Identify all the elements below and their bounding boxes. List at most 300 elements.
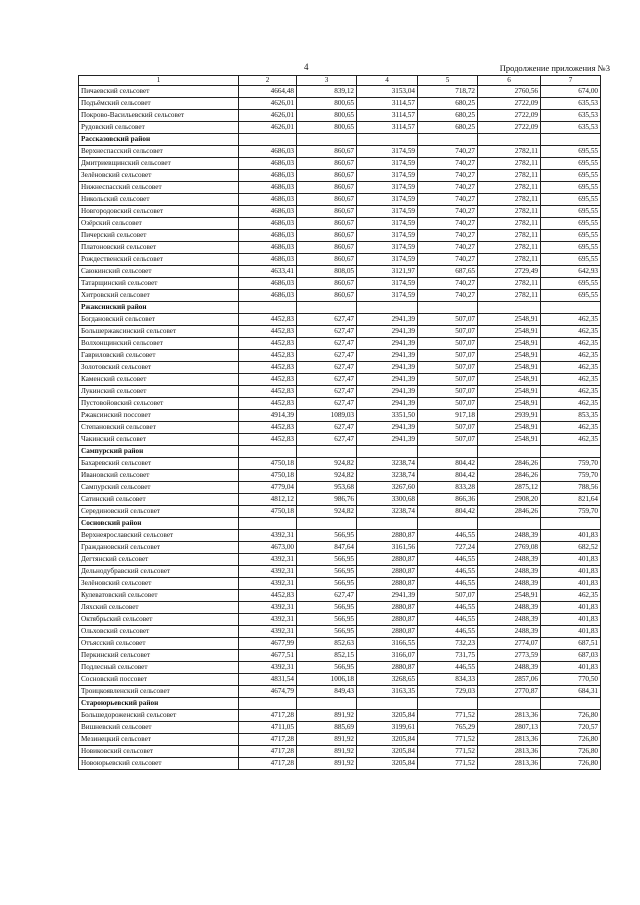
value-cell: 446,55 bbox=[418, 602, 478, 614]
value-cell: 507,07 bbox=[418, 590, 478, 602]
value-cell bbox=[541, 698, 601, 710]
value-cell: 2941,39 bbox=[357, 422, 418, 434]
value-cell: 446,55 bbox=[418, 662, 478, 674]
value-cell: 2774,07 bbox=[478, 638, 541, 650]
value-cell: 446,55 bbox=[418, 566, 478, 578]
value-cell bbox=[297, 698, 357, 710]
value-cell: 885,69 bbox=[297, 722, 357, 734]
value-cell: 924,82 bbox=[297, 506, 357, 518]
settlement-name-cell: Озёрский сельсовет bbox=[79, 218, 239, 230]
settlement-name-cell: Верхнеспасский сельсовет bbox=[79, 146, 239, 158]
value-cell: 718,72 bbox=[418, 86, 478, 98]
table-row bbox=[79, 290, 601, 302]
table-row bbox=[79, 158, 601, 170]
value-cell: 759,70 bbox=[541, 506, 601, 518]
settlement-name-cell: Новиковский сельсовет bbox=[79, 746, 239, 758]
value-cell: 462,35 bbox=[541, 362, 601, 374]
value-cell: 507,07 bbox=[418, 386, 478, 398]
settlement-name-cell: Платоновский сельсовет bbox=[79, 242, 239, 254]
value-cell: 2880,87 bbox=[357, 530, 418, 542]
value-cell: 4392,31 bbox=[239, 578, 297, 590]
value-cell: 2782,11 bbox=[478, 290, 541, 302]
value-cell: 2880,87 bbox=[357, 602, 418, 614]
table-row bbox=[79, 542, 601, 554]
value-cell: 2729,49 bbox=[478, 266, 541, 278]
value-cell: 401,83 bbox=[541, 662, 601, 674]
value-cell: 860,67 bbox=[297, 206, 357, 218]
value-cell: 4673,00 bbox=[239, 542, 297, 554]
value-cell bbox=[418, 518, 478, 530]
value-cell: 3238,74 bbox=[357, 470, 418, 482]
value-cell: 800,65 bbox=[297, 122, 357, 134]
value-cell: 4452,83 bbox=[239, 338, 297, 350]
value-cell: 2548,91 bbox=[478, 314, 541, 326]
value-cell: 891,92 bbox=[297, 734, 357, 746]
table-row bbox=[79, 242, 601, 254]
table-row bbox=[79, 710, 601, 722]
table-row bbox=[79, 602, 601, 614]
value-cell: 740,27 bbox=[418, 194, 478, 206]
value-cell: 627,47 bbox=[297, 326, 357, 338]
settlement-name-cell: Дельнодубравский сельсовет bbox=[79, 566, 239, 578]
table-row bbox=[79, 362, 601, 374]
value-cell: 860,67 bbox=[297, 218, 357, 230]
district-header-row bbox=[79, 134, 601, 146]
value-cell: 4392,31 bbox=[239, 614, 297, 626]
value-cell: 507,07 bbox=[418, 338, 478, 350]
value-cell: 2782,11 bbox=[478, 194, 541, 206]
value-cell: 695,55 bbox=[541, 290, 601, 302]
value-cell: 771,52 bbox=[418, 758, 478, 770]
table-row bbox=[79, 422, 601, 434]
value-cell: 462,35 bbox=[541, 326, 601, 338]
value-cell: 507,07 bbox=[418, 422, 478, 434]
value-cell: 4452,83 bbox=[239, 434, 297, 446]
value-cell: 2782,11 bbox=[478, 242, 541, 254]
value-cell: 674,00 bbox=[541, 86, 601, 98]
value-cell: 566,95 bbox=[297, 566, 357, 578]
column-header: 3 bbox=[297, 76, 357, 86]
settlement-name-cell: Сосновский поссовет bbox=[79, 674, 239, 686]
value-cell: 4717,28 bbox=[239, 734, 297, 746]
value-cell: 635,53 bbox=[541, 122, 601, 134]
district-name-cell: Рассказовский район bbox=[79, 134, 239, 146]
value-cell: 680,25 bbox=[418, 110, 478, 122]
value-cell: 770,50 bbox=[541, 674, 601, 686]
value-cell: 726,80 bbox=[541, 746, 601, 758]
value-cell: 834,33 bbox=[418, 674, 478, 686]
value-cell: 2782,11 bbox=[478, 170, 541, 182]
district-name-cell: Сосновский район bbox=[79, 518, 239, 530]
settlement-name-cell: Новгородовский сельсовет bbox=[79, 206, 239, 218]
value-cell: 2548,91 bbox=[478, 326, 541, 338]
value-cell: 3174,59 bbox=[357, 146, 418, 158]
allocation-table bbox=[78, 75, 601, 770]
value-cell bbox=[357, 698, 418, 710]
value-cell: 2782,11 bbox=[478, 158, 541, 170]
table-row bbox=[79, 266, 601, 278]
value-cell: 2941,39 bbox=[357, 374, 418, 386]
value-cell: 788,56 bbox=[541, 482, 601, 494]
district-name-cell: Сампурский район bbox=[79, 446, 239, 458]
value-cell: 446,55 bbox=[418, 614, 478, 626]
table-row bbox=[79, 482, 601, 494]
settlement-name-cell: Рудовский сельсовет bbox=[79, 122, 239, 134]
value-cell: 566,95 bbox=[297, 530, 357, 542]
value-cell: 853,35 bbox=[541, 410, 601, 422]
table-row bbox=[79, 662, 601, 674]
value-cell: 2773,59 bbox=[478, 650, 541, 662]
value-cell bbox=[357, 302, 418, 314]
settlement-name-cell: Большержаксинский сельсовет bbox=[79, 326, 239, 338]
value-cell bbox=[418, 302, 478, 314]
value-cell: 3174,59 bbox=[357, 170, 418, 182]
column-header: 2 bbox=[239, 76, 297, 86]
value-cell: 462,35 bbox=[541, 338, 601, 350]
value-cell: 507,07 bbox=[418, 350, 478, 362]
value-cell: 2846,26 bbox=[478, 506, 541, 518]
value-cell: 4392,31 bbox=[239, 602, 297, 614]
value-cell: 627,47 bbox=[297, 362, 357, 374]
value-cell: 924,82 bbox=[297, 458, 357, 470]
value-cell: 740,27 bbox=[418, 290, 478, 302]
settlement-name-cell: Сатинский сельсовет bbox=[79, 494, 239, 506]
value-cell: 866,36 bbox=[418, 494, 478, 506]
value-cell: 2722,09 bbox=[478, 98, 541, 110]
settlement-name-cell: Граждановский сельсовет bbox=[79, 542, 239, 554]
value-cell: 740,27 bbox=[418, 278, 478, 290]
value-cell: 627,47 bbox=[297, 314, 357, 326]
value-cell: 2813,36 bbox=[478, 710, 541, 722]
value-cell bbox=[541, 518, 601, 530]
value-cell bbox=[297, 446, 357, 458]
continuation-label: Продолжение приложения №3 bbox=[499, 63, 610, 73]
value-cell: 3174,59 bbox=[357, 182, 418, 194]
value-cell: 808,05 bbox=[297, 266, 357, 278]
value-cell bbox=[357, 518, 418, 530]
value-cell: 2488,39 bbox=[478, 578, 541, 590]
value-cell: 2813,36 bbox=[478, 746, 541, 758]
value-cell: 740,27 bbox=[418, 230, 478, 242]
district-header-row bbox=[79, 518, 601, 530]
value-cell: 4750,18 bbox=[239, 470, 297, 482]
settlement-name-cell: Зелёновский сельсовет bbox=[79, 170, 239, 182]
table-row bbox=[79, 458, 601, 470]
table-row bbox=[79, 434, 601, 446]
value-cell: 682,52 bbox=[541, 542, 601, 554]
value-cell: 2941,39 bbox=[357, 590, 418, 602]
value-cell: 2548,91 bbox=[478, 362, 541, 374]
value-cell: 627,47 bbox=[297, 338, 357, 350]
table-row bbox=[79, 86, 601, 98]
table-row bbox=[79, 686, 601, 698]
table-row bbox=[79, 614, 601, 626]
value-cell: 860,67 bbox=[297, 146, 357, 158]
value-cell: 3205,84 bbox=[357, 734, 418, 746]
settlement-name-cell: Золотовский сельсовет bbox=[79, 362, 239, 374]
settlement-name-cell: Отъясский сельсовет bbox=[79, 638, 239, 650]
value-cell: 401,83 bbox=[541, 566, 601, 578]
value-cell: 462,35 bbox=[541, 590, 601, 602]
value-cell: 2770,87 bbox=[478, 686, 541, 698]
value-cell: 401,83 bbox=[541, 602, 601, 614]
value-cell: 771,52 bbox=[418, 746, 478, 758]
value-cell bbox=[239, 134, 297, 146]
settlement-name-cell: Верхнеярославский сельсовет bbox=[79, 530, 239, 542]
value-cell bbox=[478, 302, 541, 314]
value-cell: 771,52 bbox=[418, 734, 478, 746]
value-cell: 4686,03 bbox=[239, 254, 297, 266]
table-row bbox=[79, 122, 601, 134]
value-cell: 860,67 bbox=[297, 194, 357, 206]
column-header: 6 bbox=[478, 76, 541, 86]
value-cell: 3114,57 bbox=[357, 122, 418, 134]
settlement-name-cell: Троицкоявленский сельсовет bbox=[79, 686, 239, 698]
value-cell: 3174,59 bbox=[357, 194, 418, 206]
value-cell: 635,53 bbox=[541, 98, 601, 110]
value-cell: 2813,36 bbox=[478, 734, 541, 746]
value-cell: 687,51 bbox=[541, 638, 601, 650]
value-cell: 953,68 bbox=[297, 482, 357, 494]
settlement-name-cell: Пичерский сельсовет bbox=[79, 230, 239, 242]
value-cell: 759,70 bbox=[541, 470, 601, 482]
value-cell: 4686,03 bbox=[239, 158, 297, 170]
table-row bbox=[79, 98, 601, 110]
value-cell: 627,47 bbox=[297, 374, 357, 386]
value-cell bbox=[418, 134, 478, 146]
value-cell bbox=[297, 518, 357, 530]
table-row bbox=[79, 254, 601, 266]
table-row bbox=[79, 722, 601, 734]
value-cell: 462,35 bbox=[541, 422, 601, 434]
value-cell: 740,27 bbox=[418, 146, 478, 158]
value-cell: 680,25 bbox=[418, 122, 478, 134]
table-row bbox=[79, 170, 601, 182]
value-cell: 3121,97 bbox=[357, 266, 418, 278]
table-row bbox=[79, 650, 601, 662]
value-cell: 2548,91 bbox=[478, 398, 541, 410]
value-cell: 462,35 bbox=[541, 434, 601, 446]
value-cell: 462,35 bbox=[541, 386, 601, 398]
value-cell: 507,07 bbox=[418, 314, 478, 326]
column-header: 1 bbox=[79, 76, 239, 86]
value-cell: 4452,83 bbox=[239, 362, 297, 374]
value-cell: 695,55 bbox=[541, 278, 601, 290]
value-cell: 507,07 bbox=[418, 374, 478, 386]
value-cell: 2941,39 bbox=[357, 434, 418, 446]
value-cell: 4392,31 bbox=[239, 566, 297, 578]
district-name-cell: Ржаксинский район bbox=[79, 302, 239, 314]
value-cell: 3300,68 bbox=[357, 494, 418, 506]
value-cell: 2880,87 bbox=[357, 662, 418, 674]
page-number: 4 bbox=[304, 62, 309, 72]
value-cell: 821,64 bbox=[541, 494, 601, 506]
value-cell: 4633,41 bbox=[239, 266, 297, 278]
settlement-name-cell: Татарщинский сельсовет bbox=[79, 278, 239, 290]
value-cell: 732,23 bbox=[418, 638, 478, 650]
value-cell: 462,35 bbox=[541, 398, 601, 410]
value-cell: 3174,59 bbox=[357, 218, 418, 230]
value-cell: 740,27 bbox=[418, 206, 478, 218]
value-cell: 847,64 bbox=[297, 542, 357, 554]
settlement-name-cell: Хитровский сельсовет bbox=[79, 290, 239, 302]
value-cell: 3238,74 bbox=[357, 458, 418, 470]
value-cell: 720,57 bbox=[541, 722, 601, 734]
value-cell: 2807,13 bbox=[478, 722, 541, 734]
value-cell bbox=[541, 302, 601, 314]
value-cell: 2941,39 bbox=[357, 338, 418, 350]
value-cell: 566,95 bbox=[297, 602, 357, 614]
value-cell: 566,95 bbox=[297, 578, 357, 590]
value-cell bbox=[478, 518, 541, 530]
value-cell: 635,53 bbox=[541, 110, 601, 122]
value-cell: 4686,03 bbox=[239, 242, 297, 254]
value-cell: 2846,26 bbox=[478, 470, 541, 482]
value-cell: 3174,59 bbox=[357, 290, 418, 302]
value-cell: 2880,87 bbox=[357, 554, 418, 566]
value-cell: 765,29 bbox=[418, 722, 478, 734]
value-cell: 727,24 bbox=[418, 542, 478, 554]
value-cell: 4686,03 bbox=[239, 230, 297, 242]
value-cell: 627,47 bbox=[297, 386, 357, 398]
district-header-row bbox=[79, 698, 601, 710]
value-cell: 2548,91 bbox=[478, 350, 541, 362]
value-cell: 627,47 bbox=[297, 350, 357, 362]
value-cell: 4750,18 bbox=[239, 458, 297, 470]
settlement-name-cell: Подъёмский сельсовет bbox=[79, 98, 239, 110]
value-cell: 4686,03 bbox=[239, 194, 297, 206]
value-cell: 924,82 bbox=[297, 470, 357, 482]
value-cell: 2941,39 bbox=[357, 398, 418, 410]
value-cell: 2760,56 bbox=[478, 86, 541, 98]
value-cell: 462,35 bbox=[541, 314, 601, 326]
value-cell: 860,67 bbox=[297, 254, 357, 266]
value-cell: 2782,11 bbox=[478, 146, 541, 158]
value-cell: 4717,28 bbox=[239, 746, 297, 758]
value-cell: 3174,59 bbox=[357, 278, 418, 290]
value-cell: 917,18 bbox=[418, 410, 478, 422]
column-header: 4 bbox=[357, 76, 418, 86]
value-cell: 462,35 bbox=[541, 374, 601, 386]
settlement-name-cell: Пичаевский сельсовет bbox=[79, 86, 239, 98]
table-row bbox=[79, 110, 601, 122]
settlement-name-cell: Кулеватовский сельсовет bbox=[79, 590, 239, 602]
value-cell: 687,65 bbox=[418, 266, 478, 278]
value-cell bbox=[541, 446, 601, 458]
value-cell: 839,12 bbox=[297, 86, 357, 98]
settlement-name-cell: Ивановский сельсовет bbox=[79, 470, 239, 482]
value-cell: 4626,01 bbox=[239, 122, 297, 134]
value-cell: 3351,50 bbox=[357, 410, 418, 422]
value-cell: 2548,91 bbox=[478, 422, 541, 434]
value-cell: 3174,59 bbox=[357, 254, 418, 266]
value-cell: 2488,39 bbox=[478, 530, 541, 542]
value-cell: 3199,61 bbox=[357, 722, 418, 734]
value-cell: 2939,91 bbox=[478, 410, 541, 422]
settlement-name-cell: Большедороженский сельсовет bbox=[79, 710, 239, 722]
table-row bbox=[79, 554, 601, 566]
table-row bbox=[79, 338, 601, 350]
value-cell: 4717,28 bbox=[239, 710, 297, 722]
value-cell: 401,83 bbox=[541, 614, 601, 626]
value-cell: 729,03 bbox=[418, 686, 478, 698]
value-cell: 680,25 bbox=[418, 98, 478, 110]
settlement-name-cell: Новоюрьевский сельсовет bbox=[79, 758, 239, 770]
table-row bbox=[79, 218, 601, 230]
value-cell: 3267,60 bbox=[357, 482, 418, 494]
value-cell: 4677,99 bbox=[239, 638, 297, 650]
table-row bbox=[79, 278, 601, 290]
settlement-name-cell: Ржаксинский поссовет bbox=[79, 410, 239, 422]
district-name-cell: Староюрьевский район bbox=[79, 698, 239, 710]
table-row bbox=[79, 194, 601, 206]
value-cell: 401,83 bbox=[541, 554, 601, 566]
value-cell: 4452,83 bbox=[239, 326, 297, 338]
value-cell: 3205,84 bbox=[357, 710, 418, 722]
value-cell: 860,67 bbox=[297, 242, 357, 254]
value-cell bbox=[418, 698, 478, 710]
value-cell: 726,80 bbox=[541, 758, 601, 770]
value-cell: 695,55 bbox=[541, 242, 601, 254]
table-row bbox=[79, 734, 601, 746]
value-cell: 986,76 bbox=[297, 494, 357, 506]
district-header-row bbox=[79, 446, 601, 458]
value-cell: 2941,39 bbox=[357, 314, 418, 326]
table-row bbox=[79, 398, 601, 410]
value-cell: 4914,39 bbox=[239, 410, 297, 422]
value-cell: 740,27 bbox=[418, 218, 478, 230]
value-cell bbox=[478, 446, 541, 458]
table-row bbox=[79, 758, 601, 770]
value-cell: 695,55 bbox=[541, 206, 601, 218]
value-cell: 2782,11 bbox=[478, 254, 541, 266]
value-cell: 2908,20 bbox=[478, 494, 541, 506]
value-cell bbox=[239, 518, 297, 530]
value-cell: 3174,59 bbox=[357, 206, 418, 218]
value-cell: 695,55 bbox=[541, 182, 601, 194]
settlement-name-cell: Нижнеспасский сельсовет bbox=[79, 182, 239, 194]
settlement-name-cell: Рождественский сельсовет bbox=[79, 254, 239, 266]
value-cell: 4452,83 bbox=[239, 422, 297, 434]
value-cell: 3153,04 bbox=[357, 86, 418, 98]
value-cell: 4452,83 bbox=[239, 374, 297, 386]
column-header: 7 bbox=[541, 76, 601, 86]
value-cell: 2941,39 bbox=[357, 350, 418, 362]
value-cell bbox=[239, 446, 297, 458]
value-cell: 401,83 bbox=[541, 578, 601, 590]
value-cell: 4686,03 bbox=[239, 218, 297, 230]
value-cell: 4626,01 bbox=[239, 110, 297, 122]
value-cell: 740,27 bbox=[418, 182, 478, 194]
value-cell: 833,28 bbox=[418, 482, 478, 494]
value-cell: 1006,18 bbox=[297, 674, 357, 686]
value-cell: 860,67 bbox=[297, 158, 357, 170]
value-cell: 695,55 bbox=[541, 254, 601, 266]
value-cell bbox=[478, 698, 541, 710]
table-row bbox=[79, 746, 601, 758]
settlement-name-cell: Саюкинский сельсовет bbox=[79, 266, 239, 278]
value-cell: 860,67 bbox=[297, 278, 357, 290]
value-cell: 740,27 bbox=[418, 158, 478, 170]
column-header: 5 bbox=[418, 76, 478, 86]
settlement-name-cell: Каменский сельсовет bbox=[79, 374, 239, 386]
value-cell bbox=[297, 134, 357, 146]
value-cell: 852,15 bbox=[297, 650, 357, 662]
value-cell: 2941,39 bbox=[357, 326, 418, 338]
value-cell: 2941,39 bbox=[357, 362, 418, 374]
value-cell: 446,55 bbox=[418, 626, 478, 638]
table-row bbox=[79, 470, 601, 482]
